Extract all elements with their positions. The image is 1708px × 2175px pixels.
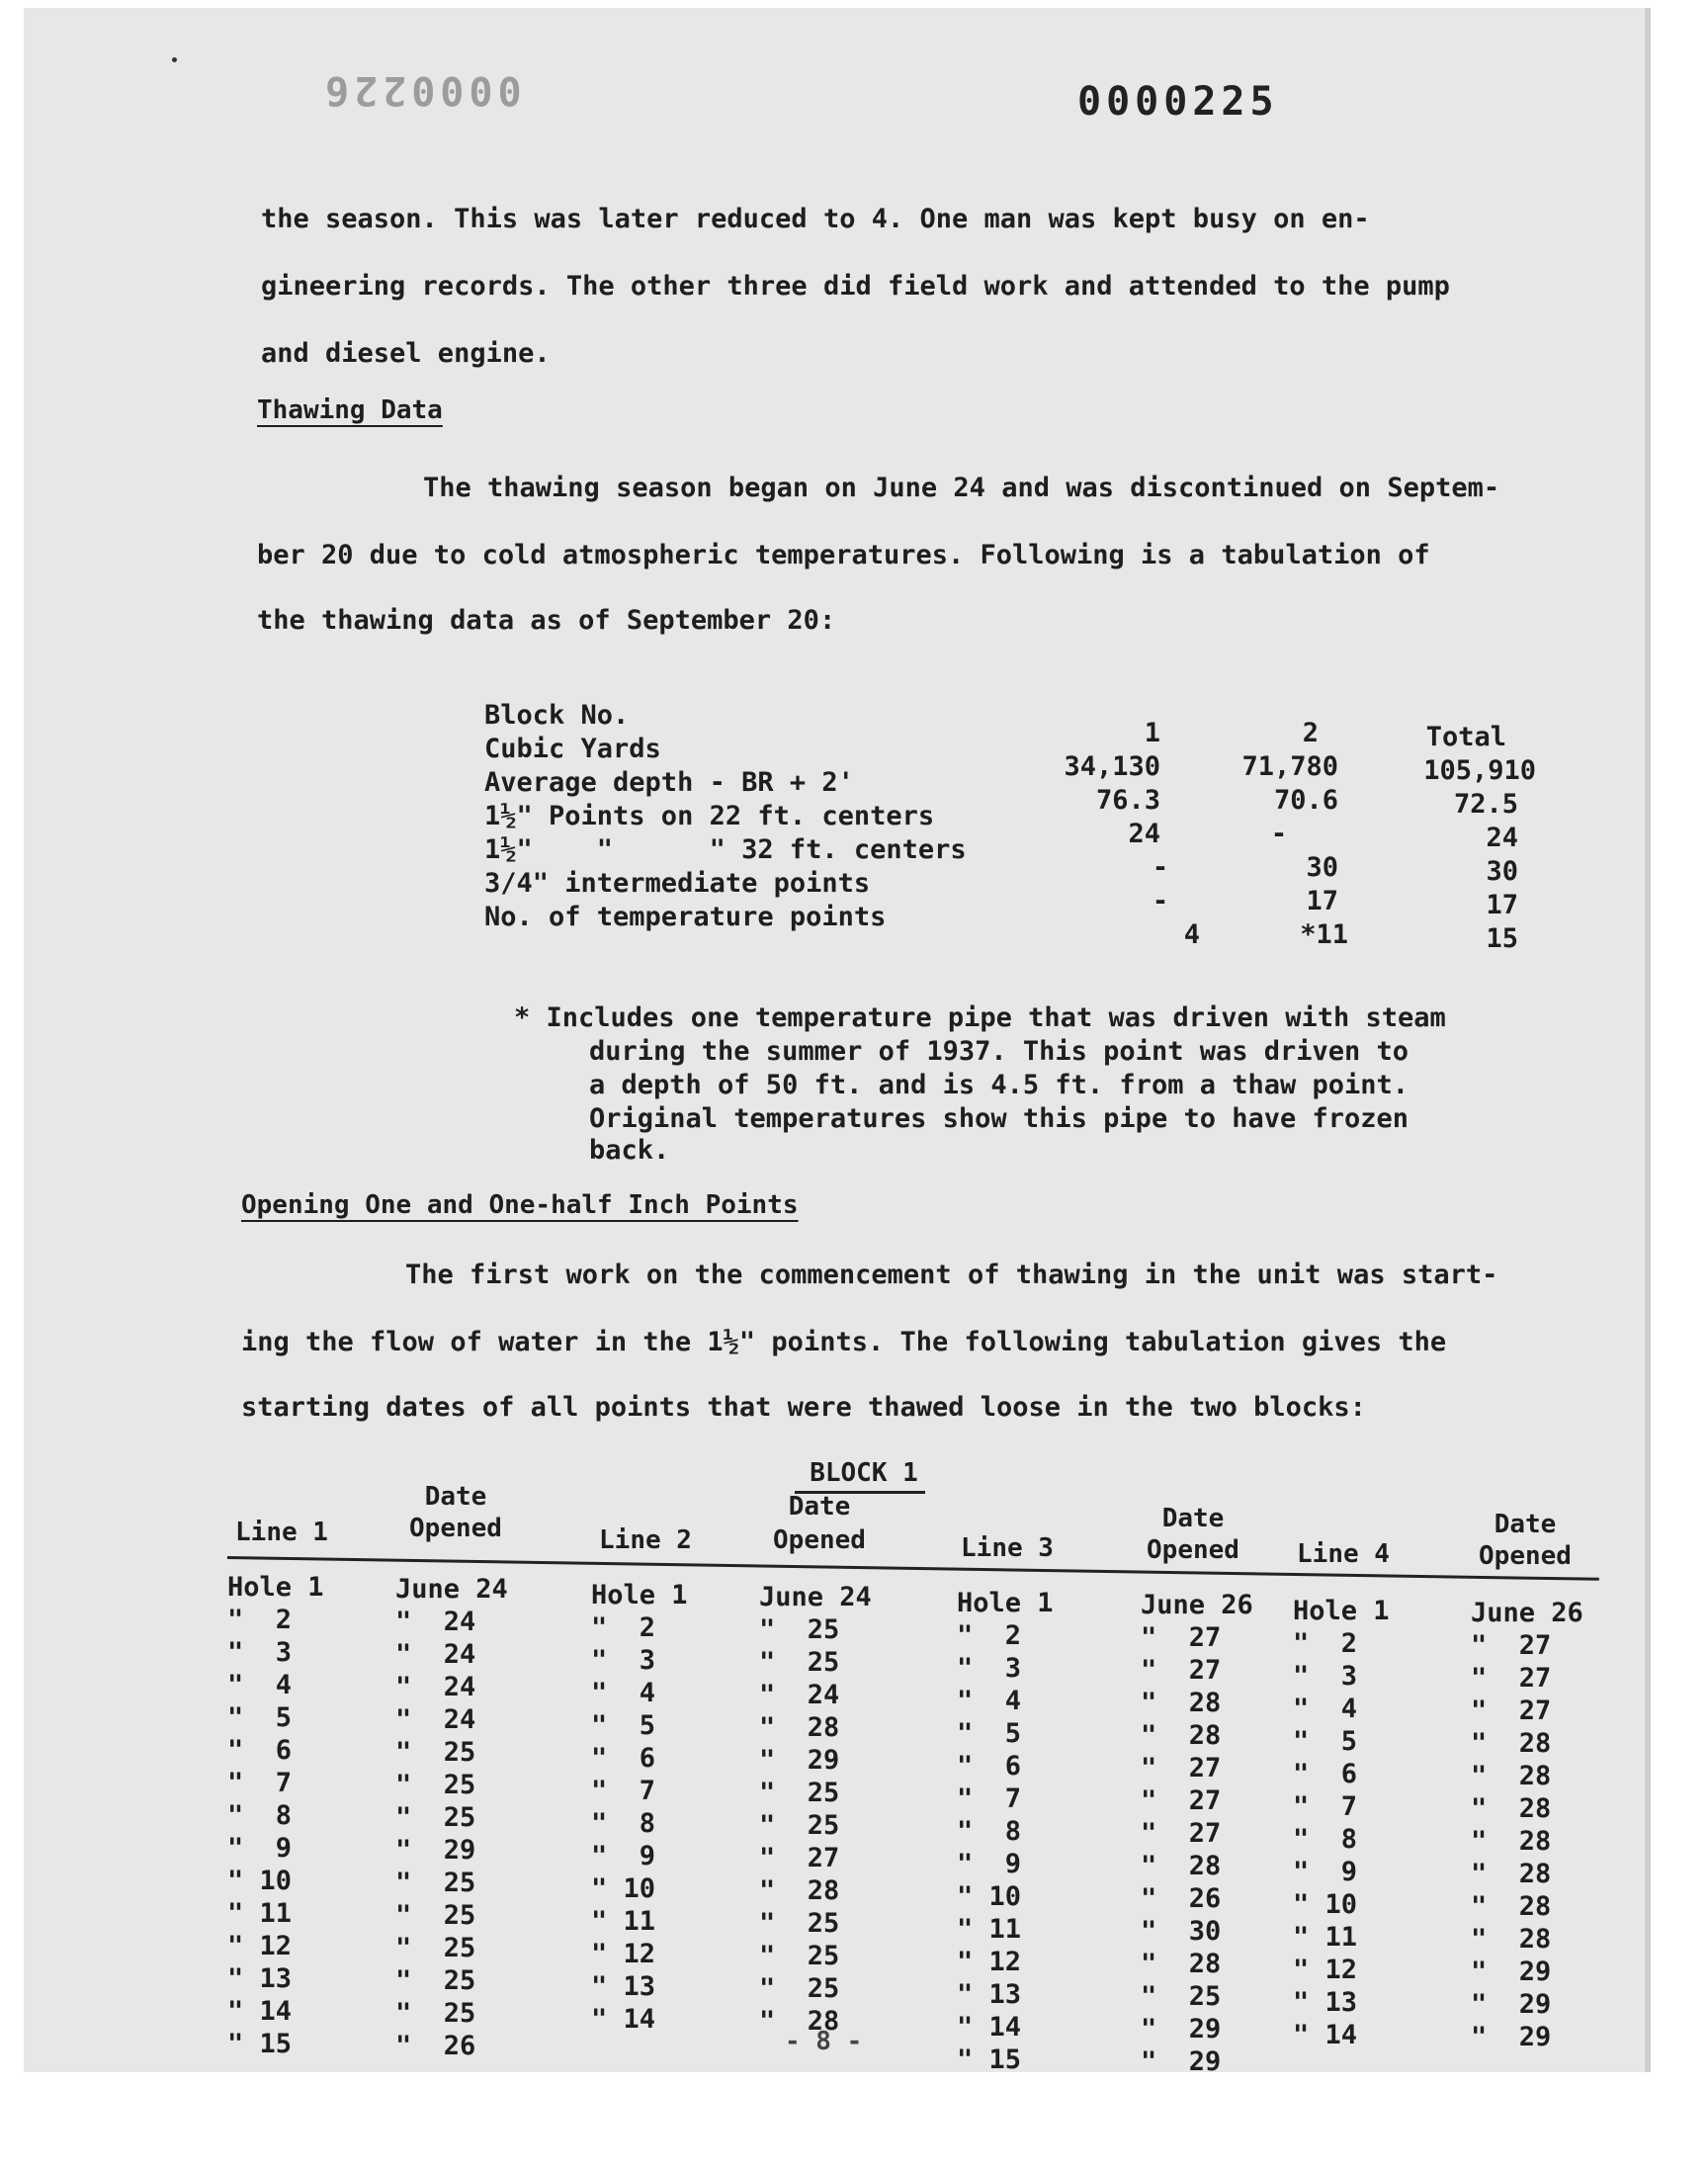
hole-cell: " 8	[957, 1816, 1022, 1847]
date-opened-cell: " 28	[1471, 1793, 1552, 1824]
summary-total-cell: Total	[1425, 722, 1506, 752]
date-opened-cell: " 28	[759, 1712, 840, 1743]
intro-line: gineering records. The other three did field work and attended to the pump	[261, 271, 1450, 302]
date-opened-cell: " 26	[395, 2031, 476, 2061]
date-opened-cell: " 27	[1471, 1663, 1552, 1694]
hole-cell: " 6	[957, 1751, 1022, 1782]
date-opened-cell: " 28	[1141, 1720, 1222, 1751]
hole-cell: " 12	[591, 1939, 656, 1969]
summary-total-cell: 17	[1486, 890, 1518, 920]
hole-cell: " 13	[1293, 1987, 1358, 2018]
date-opened-cell: " 28	[759, 2006, 840, 2037]
hole-cell: " 5	[591, 1710, 656, 1741]
summary-label: 3/4" intermediate points	[484, 868, 871, 899]
hole-cell: " 8	[591, 1808, 656, 1839]
hole-cell: " 11	[1293, 1922, 1358, 1953]
opening-points-heading: Opening One and One-half Inch Points	[241, 1190, 799, 1220]
line1-opened-header: Opened	[409, 1514, 502, 1543]
hole-cell: " 14	[227, 1996, 293, 2027]
date-opened-cell: " 24	[395, 1704, 476, 1735]
line2-header: Line 2	[599, 1525, 692, 1555]
hole-cell: " 2	[1293, 1628, 1358, 1659]
hole-cell: " 9	[227, 1833, 293, 1864]
date-opened-cell: " 25	[759, 1941, 840, 1971]
hole-cell: " 11	[227, 1898, 293, 1929]
summary-total-cell: 105,910	[1423, 755, 1536, 786]
date-opened-cell: " 24	[395, 1672, 476, 1702]
summary-block1-cell: -	[1152, 852, 1169, 883]
hole-cell: " 15	[957, 2044, 1022, 2072]
hole-cell: " 6	[591, 1743, 656, 1774]
date-opened-cell: " 30	[1141, 1916, 1222, 1947]
summary-block1-cell: 24	[1128, 819, 1160, 849]
hole-cell: " 8	[227, 1800, 293, 1831]
hole-cell: " 2	[957, 1620, 1022, 1651]
hole-cell: " 5	[227, 1702, 293, 1733]
summary-label: 1½" Points on 22 ft. centers	[484, 801, 935, 831]
hole-cell: " 10	[1293, 1889, 1358, 1920]
date-opened-cell: " 27	[1141, 1622, 1222, 1653]
date-opened-cell: June 26	[1471, 1598, 1583, 1628]
date-opened-cell: " 27	[1471, 1696, 1552, 1726]
summary-block2-cell: 71,780	[1241, 751, 1338, 782]
date-opened-cell: " 29	[759, 1745, 840, 1776]
date-opened-cell: " 28	[759, 1875, 840, 1906]
hole-cell: " 14	[957, 2012, 1022, 2043]
footnote-line: Original temperatures show this pipe to have frozen	[589, 1103, 1409, 1134]
date-opened-cell: " 26	[1141, 1883, 1222, 1914]
hole-cell: " 11	[957, 1914, 1022, 1945]
hole-cell: " 7	[591, 1776, 656, 1806]
line3-opened-header: Opened	[1147, 1535, 1239, 1565]
hole-cell: " 9	[957, 1849, 1022, 1879]
line2-opened-header: Opened	[773, 1525, 866, 1555]
dust-speck	[172, 57, 177, 62]
date-opened-cell: June 26	[1141, 1590, 1253, 1620]
document-page	[24, 8, 1651, 2072]
summary-block1-cell: 76.3	[1095, 785, 1160, 816]
summary-block2-cell: 2	[1302, 718, 1319, 748]
summary-block2-cell: *11	[1300, 919, 1348, 950]
hole-cell: " 2	[591, 1612, 656, 1643]
footnote-line: * Includes one temperature pipe that was driven with steam	[514, 1002, 1446, 1033]
date-opened-cell: " 27	[759, 1843, 840, 1873]
hole-cell: " 15	[227, 2029, 293, 2059]
date-opened-cell: " 29	[1471, 2022, 1552, 2052]
hole-cell: Hole 1	[1293, 1596, 1390, 1626]
hole-cell: " 6	[1293, 1759, 1358, 1789]
date-opened-cell: " 25	[395, 1933, 476, 1963]
date-opened-cell: " 27	[1471, 1630, 1552, 1661]
hole-cell: " 10	[591, 1873, 656, 1904]
date-opened-cell: June 24	[395, 1574, 508, 1605]
hole-cell: " 5	[957, 1718, 1022, 1749]
intro-line: and diesel engine.	[261, 338, 551, 369]
hole-cell: " 7	[227, 1768, 293, 1798]
date-opened-cell: " 24	[395, 1639, 476, 1670]
hole-cell: Hole 1	[957, 1588, 1054, 1618]
hole-cell: " 3	[1293, 1661, 1358, 1692]
thawing-data-heading: Thawing Data	[257, 395, 443, 425]
date-opened-cell: " 27	[1141, 1818, 1222, 1849]
date-opened-cell: " 25	[395, 1770, 476, 1800]
line1-header: Line 1	[235, 1518, 328, 1547]
date-opened-cell: " 25	[759, 1810, 840, 1841]
hole-cell: " 3	[591, 1645, 656, 1676]
hole-cell: " 10	[227, 1866, 293, 1896]
summary-total-cell: 15	[1486, 923, 1518, 954]
date-opened-cell: " 28	[1471, 1891, 1552, 1922]
inverted-page-stamp: 0000226	[320, 67, 522, 113]
date-opened-cell: " 28	[1471, 1924, 1552, 1955]
line3-date-header: Date	[1161, 1504, 1225, 1533]
summary-total-cell: 72.5	[1453, 789, 1518, 820]
line4-header: Line 4	[1297, 1539, 1390, 1569]
hole-cell: " 3	[957, 1653, 1022, 1684]
hole-cell: " 2	[227, 1605, 293, 1635]
hole-cell: " 3	[227, 1637, 293, 1668]
hole-cell: " 6	[227, 1735, 293, 1766]
line4-opened-header: Opened	[1479, 1541, 1572, 1571]
hole-cell: " 14	[1293, 2020, 1358, 2050]
opening-line: ing the flow of water in the 1½" points. The following tabulation gives the	[241, 1327, 1447, 1357]
intro-line: the season. This was later reduced to 4. One man was kept busy on en-	[261, 204, 1370, 234]
summary-block2-cell: 17	[1306, 886, 1338, 916]
date-opened-cell: " 28	[1141, 1949, 1222, 1979]
opening-line: starting dates of all points that were thawed loose in the two blocks:	[241, 1392, 1366, 1423]
hole-cell: " 7	[957, 1784, 1022, 1814]
thawing-line: the thawing data as of September 20:	[257, 605, 836, 636]
hole-cell: " 9	[1293, 1857, 1358, 1887]
summary-label: 1½" " " 32 ft. centers	[484, 834, 967, 865]
hole-cell: " 12	[957, 1947, 1022, 1977]
hole-cell: " 14	[591, 2004, 656, 2035]
hole-cell: Hole 1	[591, 1580, 688, 1610]
date-opened-cell: " 28	[1471, 1728, 1552, 1759]
date-opened-cell: " 25	[395, 1868, 476, 1898]
date-opened-cell: " 29	[1471, 1989, 1552, 2020]
hole-cell: " 4	[227, 1670, 293, 1700]
hole-cell: " 10	[957, 1881, 1022, 1912]
date-opened-cell: " 27	[1141, 1655, 1222, 1686]
line4-date-header: Date	[1494, 1510, 1557, 1539]
footnote-line: a depth of 50 ft. and is 4.5 ft. from a thaw point.	[589, 1070, 1409, 1100]
line3-header: Line 3	[961, 1533, 1054, 1563]
page-number: - 8 -	[785, 2027, 863, 2056]
summary-total-cell: 30	[1486, 856, 1518, 887]
date-opened-cell: " 29	[395, 1835, 476, 1866]
hole-cell: " 4	[957, 1686, 1022, 1716]
date-opened-cell: " 29	[1141, 2014, 1222, 2044]
date-opened-cell: " 25	[395, 1802, 476, 1833]
opening-line: The first work on the commencement of thawing in the unit was start-	[405, 1260, 1498, 1290]
date-opened-cell: " 25	[759, 1908, 840, 1939]
footnote-line: back.	[589, 1135, 670, 1166]
hole-cell: " 13	[591, 1971, 656, 2002]
date-opened-cell: " 25	[1141, 1981, 1222, 2012]
date-opened-cell: " 24	[759, 1680, 840, 1710]
date-opened-cell: " 28	[1471, 1761, 1552, 1791]
hole-cell: " 4	[591, 1678, 656, 1708]
date-opened-cell: " 27	[1141, 1785, 1222, 1816]
summary-label: No. of temperature points	[484, 902, 887, 932]
date-opened-cell: " 29	[1471, 1957, 1552, 1987]
date-opened-cell: " 28	[1141, 1851, 1222, 1881]
date-opened-cell: " 25	[759, 1614, 840, 1645]
date-opened-cell: June 24	[759, 1582, 872, 1612]
date-opened-cell: " 24	[395, 1607, 476, 1637]
summary-total-cell: 24	[1486, 823, 1518, 853]
summary-block1-cell: 1	[1144, 718, 1160, 748]
hole-cell: " 12	[1293, 1955, 1358, 1985]
date-opened-cell: " 25	[759, 1973, 840, 2004]
footnote-line: during the summer of 1937. This point was driven to	[589, 1036, 1409, 1067]
hole-cell: " 4	[1293, 1694, 1358, 1724]
date-opened-cell: " 29	[1141, 2046, 1222, 2072]
summary-block2-cell: 30	[1306, 852, 1338, 883]
date-opened-cell: " 25	[395, 1965, 476, 1996]
date-opened-cell: " 25	[759, 1647, 840, 1678]
thawing-line: ber 20 due to cold atmospheric temperatures. Following is a tabulation of	[257, 540, 1430, 570]
summary-block1-cell: -	[1152, 886, 1169, 916]
hole-cell: " 13	[957, 1979, 1022, 2010]
line2-date-header: Date	[788, 1492, 851, 1522]
hole-cell: " 7	[1293, 1791, 1358, 1822]
summary-label: Average depth - BR + 2'	[484, 767, 854, 798]
summary-block1-cell: 4	[1183, 919, 1200, 950]
block1-title: BLOCK 1	[810, 1458, 918, 1488]
date-opened-cell: " 25	[395, 1737, 476, 1768]
hole-cell: Hole 1	[227, 1572, 324, 1603]
summary-label: Cubic Yards	[484, 734, 661, 764]
hole-cell: " 11	[591, 1906, 656, 1937]
date-opened-cell: " 27	[1141, 1753, 1222, 1784]
page-edge-shadow	[1645, 8, 1651, 2072]
line1-date-header: Date	[424, 1482, 487, 1512]
date-opened-cell: " 25	[395, 1998, 476, 2029]
date-opened-cell: " 28	[1141, 1688, 1222, 1718]
date-opened-cell: " 28	[1471, 1859, 1552, 1889]
hole-cell: " 12	[227, 1931, 293, 1961]
hole-cell: " 8	[1293, 1824, 1358, 1855]
date-opened-cell: " 28	[1471, 1826, 1552, 1857]
thawing-line: The thawing season began on June 24 and was discontinued on Septem-	[423, 473, 1500, 503]
summary-block1-cell: 34,130	[1064, 751, 1160, 782]
hole-cell: " 9	[591, 1841, 656, 1871]
page-stamp-number: 0000225	[1077, 79, 1279, 125]
hole-cell: " 13	[227, 1963, 293, 1994]
summary-block2-cell: -	[1270, 819, 1288, 849]
summary-label: Block No.	[484, 700, 630, 731]
date-opened-cell: " 25	[395, 1900, 476, 1931]
summary-block2-cell: 70.6	[1273, 785, 1338, 816]
hole-cell: " 5	[1293, 1726, 1358, 1757]
date-opened-cell: " 25	[759, 1778, 840, 1808]
